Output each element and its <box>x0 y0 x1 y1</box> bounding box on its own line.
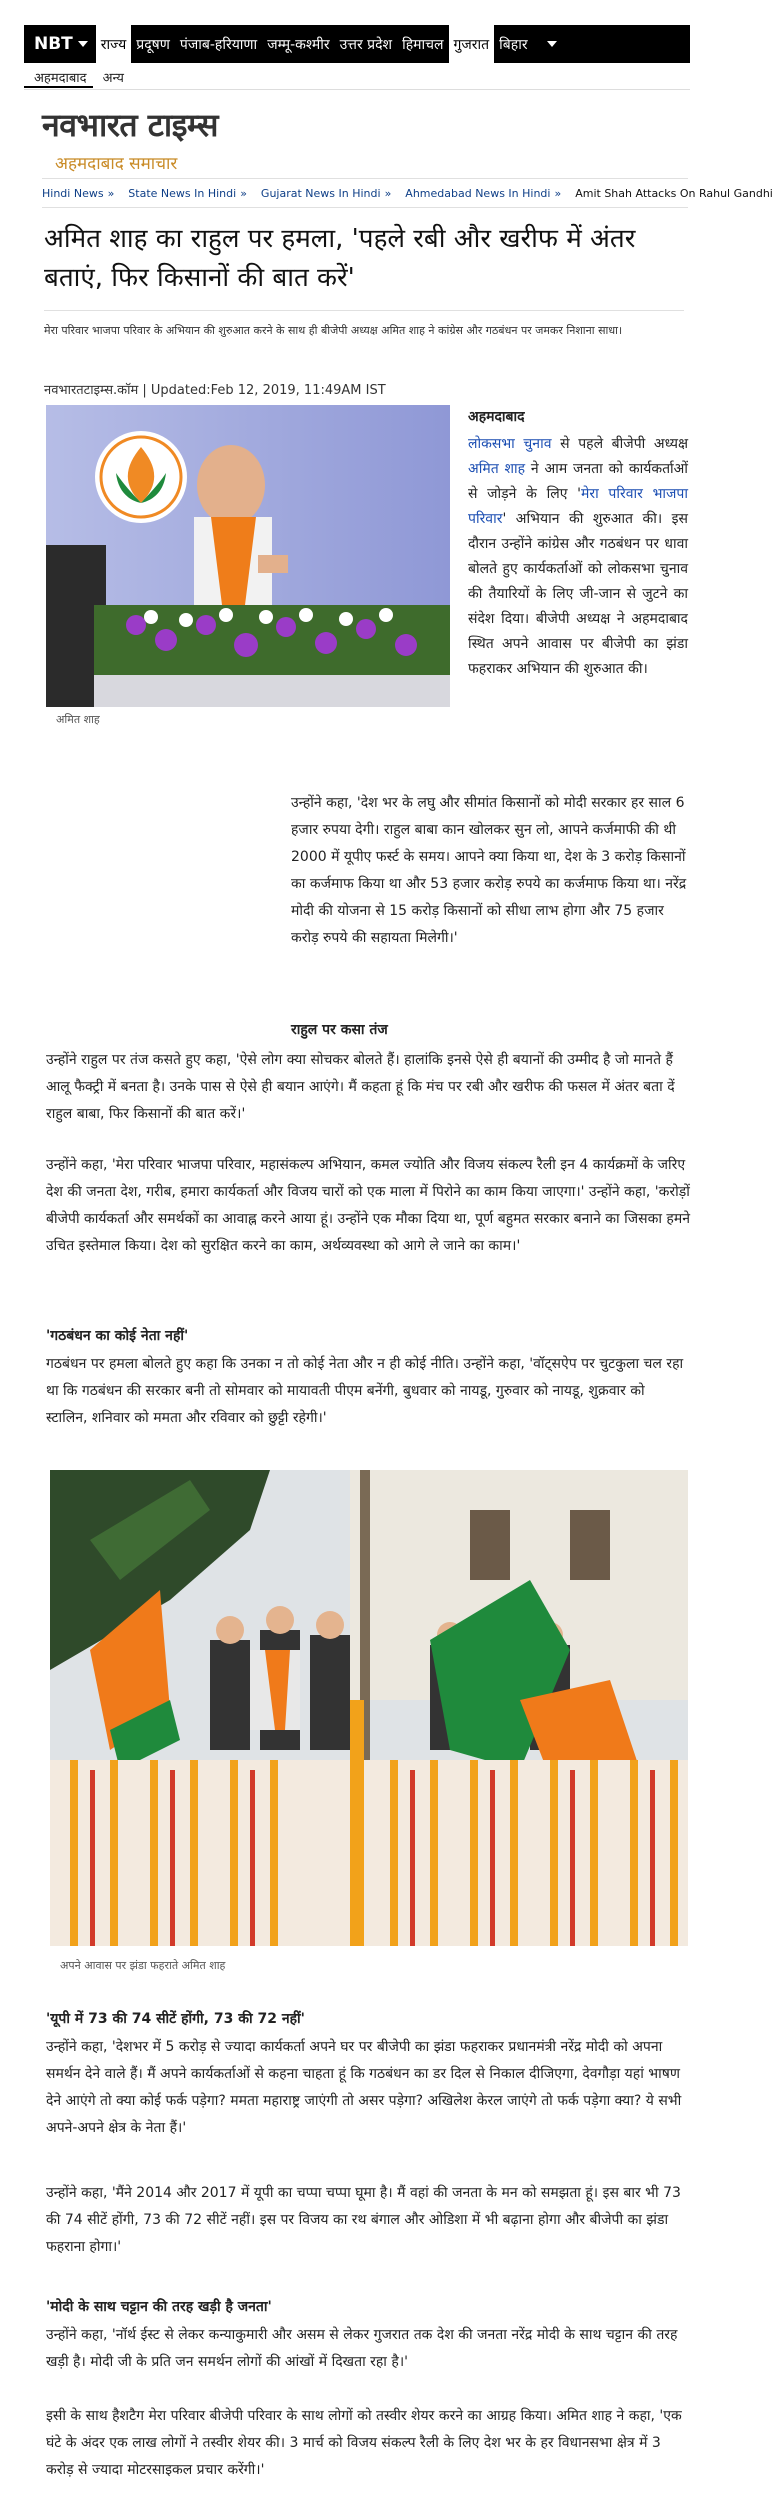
article-headline: अमित शाह का राहुल पर हमला, 'पहले रबी और खरीफ में अंतर बताएं, फिर किसानों की बात करें' <box>44 224 636 293</box>
divider <box>42 178 688 179</box>
intro-text: ने आम जनता को कार्यकर्ताओं से जोड़ने के लिए ' <box>468 461 688 502</box>
section-heading: 'मोदी के साथ चट्टान की तरह खड़ी है जनता' <box>46 2299 272 2315</box>
article-meta: नवभारतटाइम्स.कॉम | Updated:Feb 12, 2019, 11:49AM IST <box>44 383 386 398</box>
divider <box>42 207 688 208</box>
hero-caption: अमित शाह <box>56 713 100 726</box>
hero-photo-illustration <box>46 405 450 707</box>
nav-item-state[interactable]: राज्य <box>96 25 131 63</box>
link-mera-parivar[interactable]: मेरा परिवार भाजपा परिवार <box>468 486 688 527</box>
section-title: अहमदाबाद समाचार <box>55 154 178 174</box>
divider <box>44 310 684 311</box>
site-logo[interactable]: नवभारत टाइम्स <box>42 106 218 144</box>
nav-item-punjab-haryana[interactable]: पंजाब-हरियाणा <box>179 36 258 53</box>
brand-label: NBT <box>34 34 73 54</box>
nav-item-pollution[interactable]: प्रदूषण <box>136 36 170 53</box>
article-paragraph: इसी के साथ हैशटैग मेरा परिवार बीजेपी परिवार के साथ लोगों को तस्वीर शेयर करने का आग्रह किया। अमित शाह ने कहा, 'एक घंटे के अंदर एक लाख लोगों ने तस्वीर शेयर की। 3 मार्च को विजय संकल्प रैली के लिए देश भर के हर विधानसभा क्षेत्र में 3 करोड़ से ज्यादा मोटरसाइकल प्रचार करेंगी।' <box>46 2408 682 2478</box>
sub-nav <box>24 66 130 88</box>
intro-text: ' अभियान की शुरुआत की। इस दौरान उन्होंने कांग्रेस और गठबंधन पर धावा बोलते हुए कार्यकर्ताओं को लोकसभा चुनाव की तैयारियों के लिए जी-जान से जुटने का संदेश दिया। बीजेपी अध्यक्ष ने अहमदाबाद स्थित अपने आवास पर बीजेपी का झंडा फहराकर अभियान की शुरुआत की। <box>468 511 688 677</box>
article-paragraph: उन्होंने राहुल पर तंज कसते हुए कहा, 'ऐसे लोग क्या सोचकर बोलते हैं। हालांकि इनसे ऐसे ही बयानों की उम्मीद है जो मानते हैं आलू फैक्ट्री में बनता है। उनके पास से ऐसे ही बयान आएंगे। मैं कहता हूं कि मंच पर रबी और खरीफ की फसल में अंतर बता दें राहुल बाबा, फिर किसानों की बात करें।' <box>46 1052 675 1122</box>
hero-image[interactable] <box>46 405 450 707</box>
article-paragraph: उन्होंने कहा, 'नॉर्थ ईस्ट से लेकर कन्याकुमारी और असम से लेकर गुजरात तक देश की जनता नरेंद्र मोदी के साथ चट्टान की तरह खड़ी है। मोदी जी के प्रति जन समर्थन लोगों की आंखों में दिखता रहा है।' <box>46 2327 678 2370</box>
nav-item-himachal[interactable]: हिमाचल <box>402 36 444 53</box>
link-amit-shah[interactable]: अमित शाह <box>468 461 526 477</box>
article-photo[interactable] <box>50 1470 688 1946</box>
breadcrumb-link[interactable]: Gujarat News In Hindi <box>260 186 381 200</box>
breadcrumb-separator: » <box>384 186 392 200</box>
dateline-city: अहमदाबाद <box>468 409 525 425</box>
section-heading: 'यूपी में 73 की 74 सीटें होंगी, 73 की 72 नहीं' <box>46 2011 305 2027</box>
breadcrumb-separator: » <box>240 186 247 200</box>
article-source: नवभारतटाइम्स.कॉम <box>44 383 139 398</box>
article-paragraph: उन्होंने कहा, 'मैंने 2014 और 2017 में यूपी का चप्पा चप्पा घूमा है। मैं वहां की जनता के मन को समझता हूं। इस बार भी 73 की 74 सीटें होंगी, 73 की 72 सीटें नहीं। इस पर विजय का रथ बंगाल और ओडिशा में भी बढ़ाना होगा और बीजेपी का झंडा फहराना होगा।' <box>46 2185 681 2255</box>
breadcrumb-separator: » <box>107 186 115 200</box>
nav-item-bihar[interactable]: बिहार <box>499 36 528 53</box>
nav-item-uttar-pradesh[interactable]: उत्तर प्रदेश <box>339 36 393 53</box>
nav-more-button[interactable] <box>533 25 565 63</box>
article-intro <box>468 432 688 682</box>
article-updated: Updated:Feb 12, 2019, 11:49AM IST <box>150 383 386 398</box>
section-heading: 'गठबंधन का कोई नेता नहीं' <box>46 1328 189 1344</box>
chevron-down-icon <box>547 41 557 47</box>
breadcrumb <box>42 182 773 204</box>
photo-caption: अपने आवास पर झंडा फहराते अमित शाह <box>60 1959 226 1972</box>
subnav-item-other[interactable]: अन्य <box>102 71 124 86</box>
breadcrumb-separator: » <box>554 186 562 200</box>
article-synopsis: मेरा परिवार भाजपा परिवार के अभियान की शुरुआत करने के साथ ही बीजेपी अध्यक्ष अमित शाह ने कांग्रेस और गठबंधन पर जमकर निशाना साधा। <box>44 324 623 337</box>
article-paragraph: उन्होंने कहा, 'मेरा परिवार भाजपा परिवार, महासंकल्प अभियान, कमल ज्योति और विजय संकल्प रैली इन 4 कार्यक्रमों के जरिए देश की जनता देश, गरीब, हमारा कार्यकर्ता और विजय चारों को एक माला में पिरोने का काम किया जाएगा।' उन्होंने कहा, 'करोड़ों बीजेपी कार्यकर्ता और समर्थकों का आवाह्न करने आया हूं। उन्होंने एक मौका दिया था, पूर्ण बहुमत सरकार बनाने का जिसका हमने उचित इस्तेमाल किया। देश को सुरक्षित करने का काम, अर्थव्यवस्था को आगे ले जाने का काम।' <box>46 1157 691 1254</box>
link-loksabha-chunav[interactable]: लोकसभा चुनाव <box>468 436 552 452</box>
section-heading: राहुल पर कसा तंज <box>291 1022 388 1038</box>
flag-hoisting-photo-illustration <box>50 1470 688 1946</box>
subnav-item-ahmedabad[interactable]: अहमदाबाद <box>24 66 93 88</box>
breadcrumb-link[interactable]: State News In Hindi <box>128 186 237 200</box>
breadcrumb-link[interactable]: Ahmedabad News In Hindi <box>405 186 551 200</box>
nbt-menu-button[interactable] <box>24 25 96 63</box>
divider <box>24 89 690 90</box>
chevron-down-icon <box>78 41 88 47</box>
breadcrumb-current: Amit Shah Attacks On Rahul Gandhi <box>575 186 773 200</box>
breadcrumb-link[interactable]: Hindi News <box>42 186 104 200</box>
intro-text: से पहले बीजेपी अध्यक्ष <box>551 436 688 452</box>
article-paragraph: गठबंधन पर हमला बोलते हुए कहा कि उनका न तो कोई नेता और न ही कोई नीति। उन्होंने कहा, 'वॉट्सऐप पर चुटकुला चल रहा था कि गठबंधन की सरकार बनी तो सोमवार को मायावती पीएम बनेंगी, बुधवार को नायडू, गुरुवार को नायडू, शुक्रवार को स्टालिन, शनिवार को ममता और रविवार को छुट्टी रहेगी।' <box>46 1356 684 1426</box>
nav-item-gujarat[interactable]: गुजरात <box>449 25 495 63</box>
article-paragraph: उन्होंने कहा, 'देशभर में 5 करोड़ से ज्यादा कार्यकर्ता अपने घर पर बीजेपी का झंडा फहराकर प्रधानमंत्री नरेंद्र मोदी को अपना समर्थन देने वाले हैं। मैं अपने कार्यकर्ताओं से कहना चाहता हूं कि गठबंधन का डर दिल से निकाल दीजिएगा, देवगौड़ा यहां भाषण देने आएंगे तो क्या कोई फर्क पड़ेगा? ममता महाराष्ट्र जाएंगी तो असर पड़ेगा? अखिलेश केरल जाएंगे तो फर्क पड़ेगा क्या? ये सभी अपने-अपने क्षेत्र के नेता हैं।' <box>46 2039 682 2136</box>
nav-item-jammu-kashmir[interactable]: जम्मू-कश्मीर <box>267 36 330 53</box>
article-paragraph: उन्होंने कहा, 'देश भर के लघु और सीमांत किसानों को मोदी सरकार हर साल 6 हजार रुपया देगी। राहुल बाबा कान खोलकर सुन लो, आपने कर्जमाफी की थी 2000 में यूपीए फर्स्ट के समय। आपने क्या किया था, देश के 3 करोड़ किसानों का कर्जमाफ किया था और 53 हजार करोड़ रुपये का कर्जमाफ किया था। नरेंद्र मोदी की योजना से 15 करोड़ किसानों को सीधा लाभ होगा और 75 हजार करोड़ रुपये की सहायता मिलेगी।' <box>291 795 687 946</box>
top-nav <box>24 25 690 63</box>
